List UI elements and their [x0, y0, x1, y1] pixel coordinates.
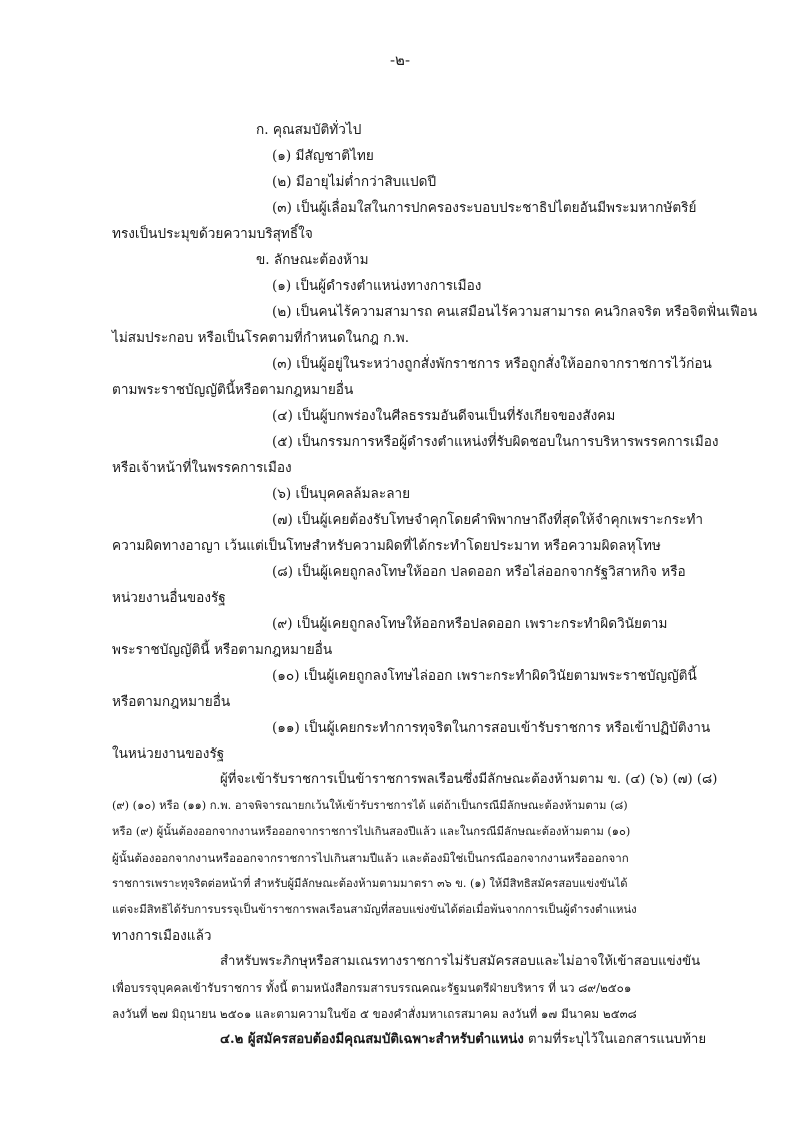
list-item: (๕) เป็นกรรมการหรือผู้ดำรงตำแหน่งที่รับผิดชอบในการบริหารพรรคการเมือง [272, 434, 719, 450]
final-line-bold: ๔.๒ ผู้สมัครสอบต้องมีคุณสมบัติเฉพาะสำหรับตำแหน่ง [220, 1032, 524, 1047]
paragraph-line: แต่จะมีสิทธิได้รับการบรรจุเป็นข้าราชการพลเรือนสามัญที่สอบแข่งขันได้ต่อเมื่อพ้นจากการเป็นผู้ดำรงตำแหน่ง [112, 903, 637, 916]
list-item: (๖) เป็นบุคคลล้มละลาย [272, 486, 411, 502]
list-item: (๒) มีอายุไม่ต่ำกว่าสิบแปดปี [272, 174, 437, 190]
list-item: (๒) เป็นคนไร้ความสามารถ คนเสมือนไร้ความสามารถ คนวิกลจริต หรือจิตฟั่นเฟือน [272, 304, 758, 320]
paragraph-line: สำหรับพระภิกษุหรือสามเณรทางราชการไม่รับสมัครสอบและไม่อาจให้เข้าสอบแข่งขัน [220, 954, 701, 969]
final-line [220, 1027, 706, 1053]
list-item-continued: หรือตามกฎหมายอื่น [112, 694, 231, 710]
paragraph-line: ราชการเพราะทุจริตต่อหน้าที่ สำหรับผู้มีลักษณะต้องห้ามตามมาตรา ๓๖ ข. (๑) ให้มีสิทธิสมัครสอบแข่งขันได้ [112, 877, 628, 890]
paragraph-line: หรือ (๙) ผู้นั้นต้องออกจากงานหรือออกจากราชการไปเกินสองปีแล้ว และในกรณีมีลักษณะต้องห้ามตาม (๑๐) [112, 825, 631, 838]
list-item-continued: หน่วยงานอื่นของรัฐ [112, 590, 226, 606]
list-item-continued: ตามพระราชบัญญัตินี้หรือตามกฎหมายอื่น [112, 382, 354, 398]
list-item-continued: ไม่สมประกอบ หรือเป็นโรคตามที่กำหนดในกฎ ก.พ. [112, 330, 410, 346]
list-item-continued: ความผิดทางอาญา เว้นแต่เป็นโทษสำหรับความผิดที่ได้กระทำโดยประมาท หรือความผิดลหุโทษ [112, 538, 661, 554]
list-item-continued: หรือเจ้าหน้าที่ในพรรคการเมือง [112, 460, 292, 476]
list-item: (๑) เป็นผู้ดำรงตำแหน่งทางการเมือง [272, 278, 482, 294]
final-line-rest: ตามที่ระบุไว้ในเอกสารแนบท้าย [523, 1032, 707, 1047]
list-item-continued: พระราชบัญญัตินี้ หรือตามกฎหมายอื่น [112, 642, 333, 658]
list-item: (๙) เป็นผู้เคยถูกลงโทษให้ออกหรือปลดออก เพราะกระทำผิดวินัยตาม [272, 616, 668, 632]
list-item-continued: ทรงเป็นประมุขด้วยความบริสุทธิ์ใจ [112, 226, 313, 242]
section-heading: ข. ลักษณะต้องห้าม [256, 252, 369, 268]
section-heading: ก. คุณสมบัติทั่วไป [256, 122, 362, 138]
paragraph-line: ลงวันที่ ๒๗ มิถุนายน ๒๕๐๑ และตามความในข้อ ๕ ของคำสั่งมหาเถรสมาคม ลงวันที่ ๑๗ มีนาคม ๒๕๓๘ [112, 1007, 637, 1021]
list-item: (๑) มีสัญชาติไทย [272, 148, 374, 164]
list-item: (๗) เป็นผู้เคยต้องรับโทษจำคุกโดยคำพิพากษาถึงที่สุดให้จำคุกเพราะกระทำ [272, 512, 704, 528]
list-item: (๘) เป็นผู้เคยถูกลงโทษให้ออก ปลดออก หรือไล่ออกจากรัฐวิสาหกิจ หรือ [272, 564, 686, 580]
list-item: (๑๑) เป็นผู้เคยกระทำการทุจริตในการสอบเข้ารับราชการ หรือเข้าปฏิบัติงาน [272, 720, 711, 736]
paragraph-line: ผู้ที่จะเข้ารับราชการเป็นข้าราชการพลเรือนซึ่งมีลักษณะต้องห้ามตาม ข. (๔) (๖) (๗) (๘) [220, 772, 718, 787]
list-item: (๔) เป็นผู้บกพร่องในศีลธรรมอันดีจนเป็นที่รังเกียจของสังคม [272, 408, 616, 424]
list-item: (๓) เป็นผู้อยู่ในระหว่างถูกสั่งพักราชการ หรือถูกสั่งให้ออกจากราชการไว้ก่อน [272, 356, 712, 372]
paragraph-line: ผู้นั้นต้องออกจากงานหรือออกจากราชการไปเกินสามปีแล้ว และต้องมิใช่เป็นกรณีออกจากงานหรือออกจาก [112, 851, 629, 865]
paragraph-line: (๙) (๑๐) หรือ (๑๑) ก.พ. อาจพิจารณายกเว้นให้เข้ารับราชการได้ แต่ถ้าเป็นกรณีมีลักษณะต้องห้ามตาม (๘) [112, 799, 628, 812]
page-number: -๒- [389, 51, 411, 69]
list-item: (๑๐) เป็นผู้เคยถูกลงโทษไล่ออก เพราะกระทำผิดวินัยตามพระราชบัญญัตินี้ [272, 668, 697, 684]
list-item-continued: ในหน่วยงานของรัฐ [112, 746, 225, 762]
list-item: (๓) เป็นผู้เลื่อมใสในการปกครองระบอบประชาธิปไตยอันมีพระมหากษัตริย์ [272, 200, 697, 216]
paragraph-line: เพื่อบรรจุบุคคลเข้ารับราชการ ทั้งนี้ ตามหนังสือกรมสารบรรณคณะรัฐมนตรีฝ่ายบริหาร ที่ นว ๘๙/๒๕๐๑ [112, 981, 632, 995]
paragraph-line: ทางการเมืองแล้ว [112, 928, 212, 944]
